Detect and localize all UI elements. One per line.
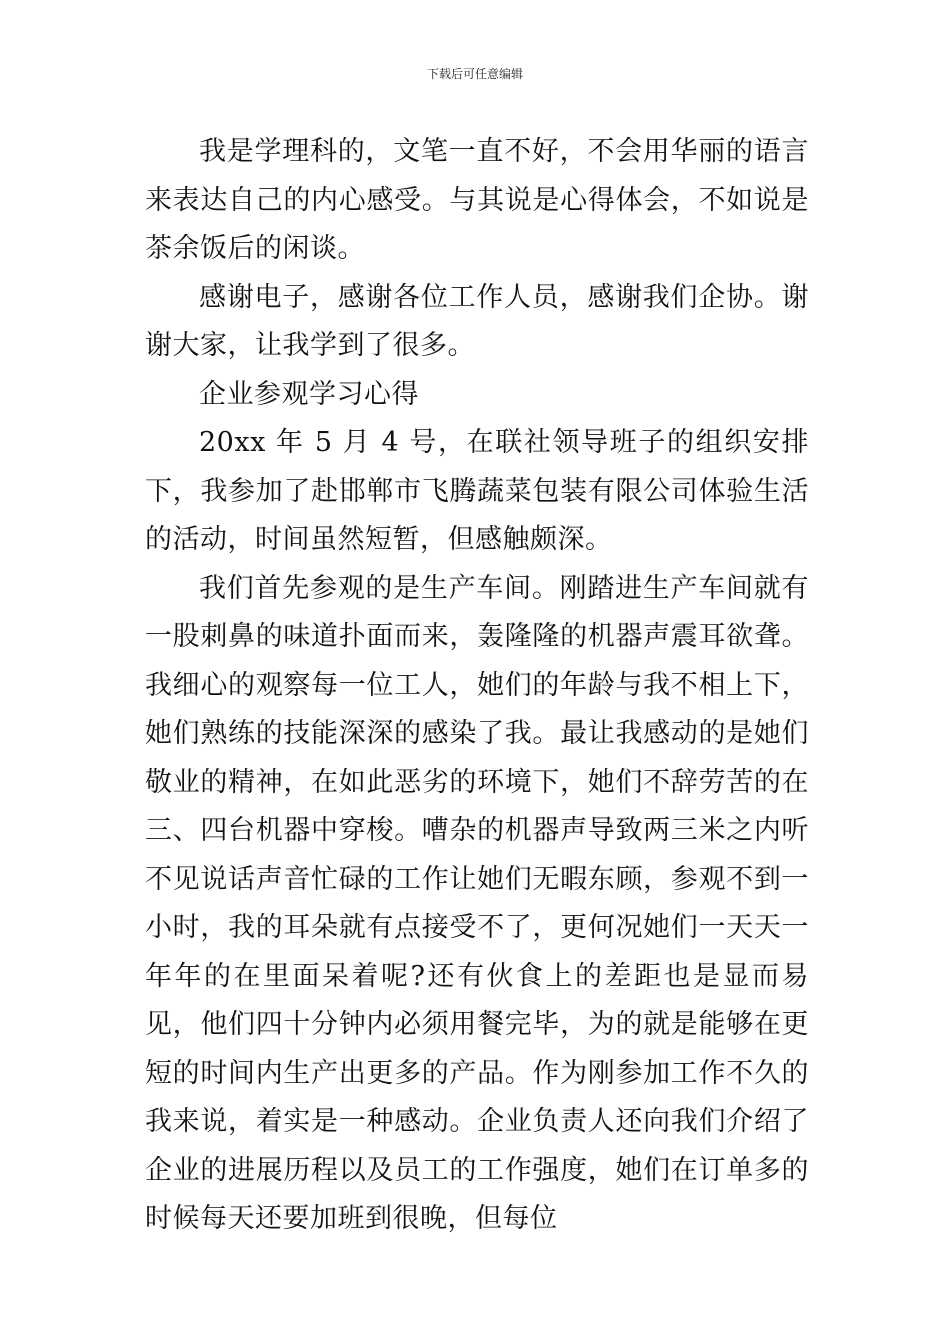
paragraph: 感谢电子，感谢各位工作人员，感谢我们企协。谢谢大家，让我学到了很多。 [145, 281, 809, 361]
page-header-note: 下载后可任意编辑 [426, 67, 523, 81]
document-body [145, 128, 809, 1244]
paragraph: 20xx 年 5 月 4 号，在联社领导班子的组织安排下，我参加了赴邯郸市飞腾蔬菜包装有限公司体验生活的活动，时间虽然短暂，但感触颇深。 [145, 427, 809, 555]
paragraph: 我是学理科的，文笔一直不好，不会用华丽的语言来表达自己的内心感受。与其说是心得体会，不如说是茶余饭后的闲谈。 [145, 136, 809, 264]
paragraph: 我们首先参观的是生产车间。刚踏进生产车间就有一股刺鼻的味道扑面而来，轰隆隆的机器声震耳欲聋。我细心的观察每一位工人，她们的年龄与我不相上下，她们熟练的技能深深的感染了我。最让我感动的是她们敬业的精神，在如此恶劣的环境下，她们不辞劳苦的在三、四台机器中穿梭。嘈杂的机器声导致两三米之内听不见说话声音忙碌的工作让她们无暇东顾，参观不到一小时，我的耳朵就有点接受不了，更何况她们一天天一年年的在里面呆着呢?还有伙食上的差距也是显而易见，他们四十分钟内必须用餐完毕，为的就是能够在更短的时间内生产出更多的产品。作为刚参加工作不久的我来说，着实是一种感动。企业负责人还向我们介绍了企业的进展历程以及员工的工作强度，她们在订单多的时候每天还要加班到很晚，但每位 [145, 572, 809, 1234]
section-title: 企业参观学习心得 [199, 378, 419, 410]
